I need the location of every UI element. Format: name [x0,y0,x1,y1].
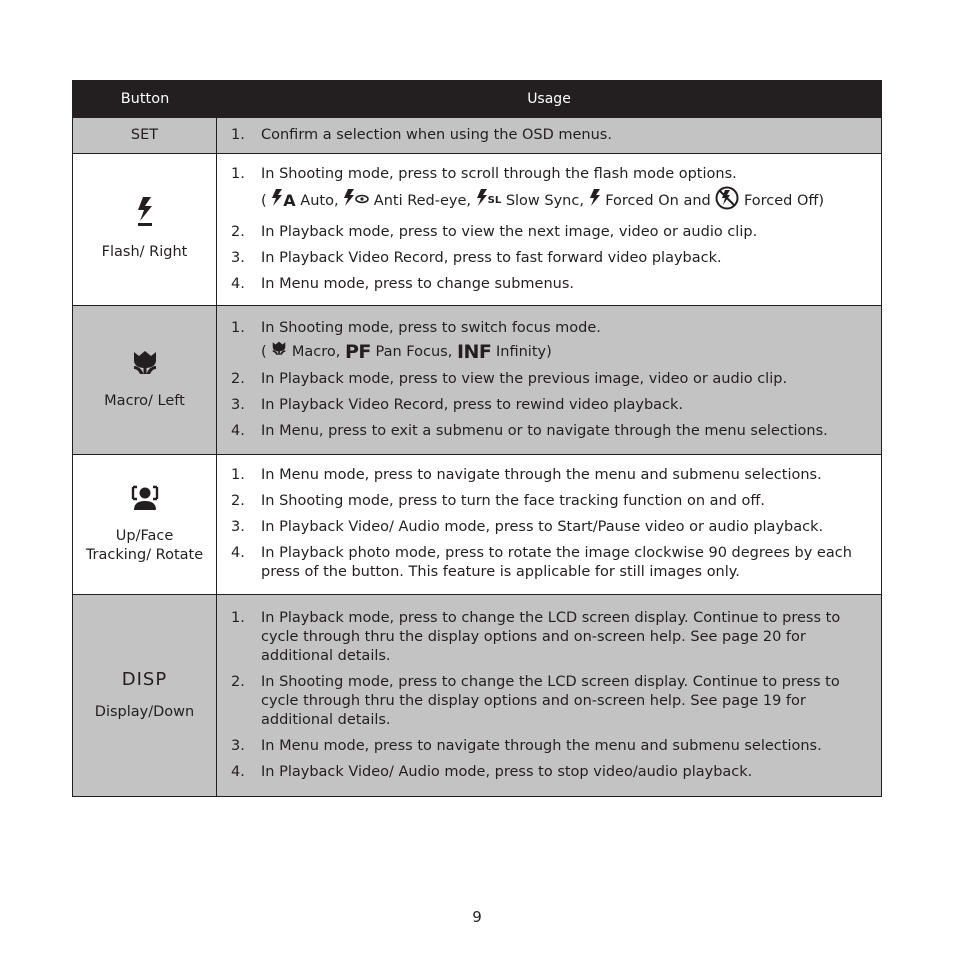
list-item: 4. In Playback Video/ Audio mode, press to stop video/audio playback. [231,763,753,780]
table-row-face-tracking [72,455,882,595]
flash-mode-options: ( A Auto, Anti Red-eye, SL Slow Sync, Forced On and Forced Off) [231,186,867,217]
button-label-face-line1: Up/Face [115,527,174,544]
flash-auto-icon [271,189,283,214]
list-item: 3. In Menu mode, press to navigate through the menu and submenu selections. [231,737,822,754]
button-label-set: SET [73,118,217,153]
flash-forced-off-icon [715,186,739,217]
button-label-macro: Macro/ Left [104,392,185,409]
list-item: 1. In Menu mode, press to navigate through the menu and submenu selections. [231,467,822,483]
button-usage-table [72,80,882,797]
list-item: 1. In Shooting mode, press to scroll through the flash mode options. [231,165,737,182]
table-row-macro [72,306,882,455]
list-item: 3. In Playback Video/ Audio mode, press to Start/Pause video or audio playback. [231,519,824,535]
macro-tulip-icon [131,350,159,382]
list-item: 1. In Shooting mode, press to switch focus mode. [231,319,601,336]
list-item: 4. In Menu, press to exit a submenu or to navigate through the menu selections. [231,422,828,439]
button-label-display: Display/Down [94,703,195,720]
list-item: 2. In Playback mode, press to view the next image, video or audio clip. [231,223,758,240]
page-number: 9 [472,908,482,926]
flash-forced-on-icon [589,189,601,214]
header-button: Button [120,90,170,107]
list-item: 4. In Playback photo mode, press to rotate the image clockwise 90 degrees by each press of the button. This feature is applicable for still images only. [231,545,852,580]
table-header [72,80,882,118]
list-item: 4. In Menu mode, press to change submenus. [231,275,574,292]
table-row-display [72,595,882,797]
list-item: 3. In Playback Video Record, press to fast forward video playback. [231,249,722,266]
list-item: 2. In Shooting mode, press to change the LCD screen display. Continue to press to cycle through thru the display options and on-screen help. See page 19 for additional details. [231,673,840,728]
usage-cell-face-tracking [217,455,881,594]
button-cell-macro [73,306,217,454]
list-item: 2. In Shooting mode, press to turn the face tracking function on and off. [231,493,766,509]
table-row-flash [72,154,882,306]
table-row-set [72,118,882,154]
flash-icon [136,197,154,233]
flash-red-eye-icon [343,189,369,214]
infinity-focus-icon: INF [456,340,492,363]
usage-cell-set [217,118,881,153]
focus-mode-options: ( Macro, PF Pan Focus, INF Infinity) [261,340,552,363]
list-item: 2. In Playback mode, press to view the previous image, video or audio clip. [231,370,788,387]
usage-cell-macro [217,306,881,454]
list-item: 1. Confirm a selection when using the OSD menus. [231,126,612,143]
button-cell-flash [73,154,217,305]
button-label-flash: Flash/ Right [101,244,188,260]
face-tracking-icon [131,485,159,517]
button-cell-display [73,595,217,796]
list-item: 3. In Playback Video Record, press to rewind video playback. [231,396,684,413]
flash-slow-sync-icon [476,189,488,214]
macro-small-icon [271,340,287,364]
list-item: 1. In Playback mode, press to change the LCD screen display. Continue to press to cycle through thru the display options and on-screen help. See page 20 for additional details. [231,609,841,664]
disp-icon: DISP [121,668,168,690]
pan-focus-icon: PF [345,340,371,363]
usage-cell-display [217,595,881,796]
usage-cell-flash [217,154,881,305]
button-label-face-line2: Tracking/ Rotate [85,546,204,563]
header-usage: Usage [527,91,571,107]
button-cell-face-tracking [73,455,217,594]
